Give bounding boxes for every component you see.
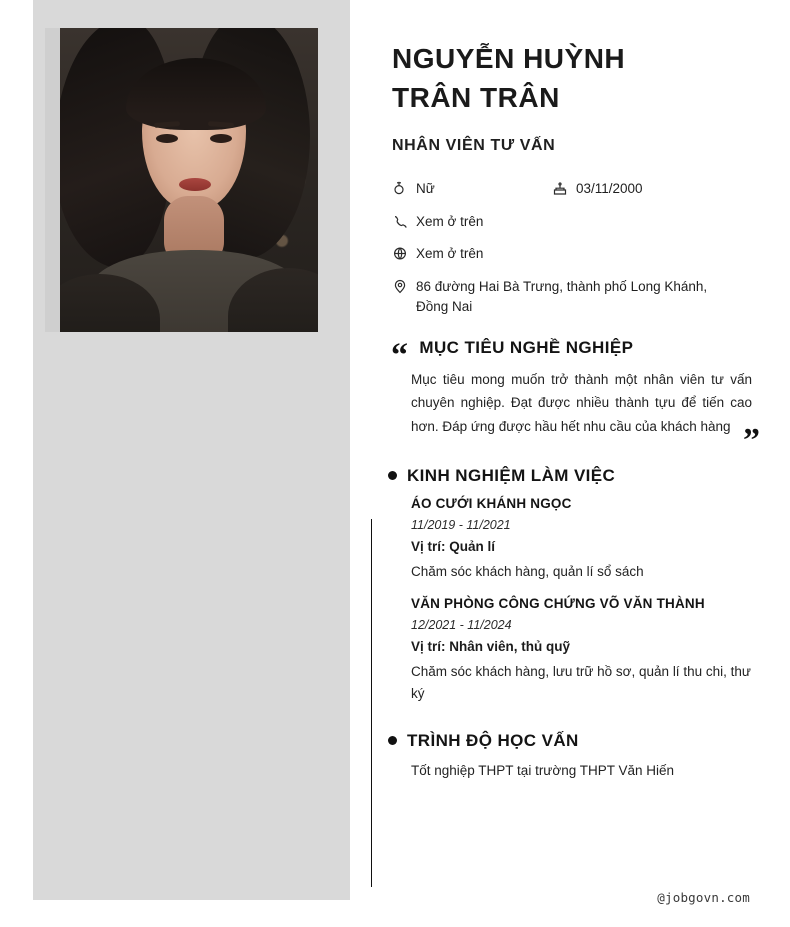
objective-heading: MỤC TIÊU NGHỀ NGHIỆP — [419, 338, 634, 358]
info-row-phone — [392, 212, 752, 232]
experience-heading-row — [392, 466, 752, 486]
experience-role-value: Nhân viên, thủ quỹ — [449, 639, 571, 655]
job-title: NHÂN VIÊN TƯ VẤN — [392, 137, 556, 155]
cake-icon — [552, 180, 568, 197]
name-line-2: TRÂN TRÂN — [392, 81, 560, 113]
globe-icon — [392, 245, 408, 262]
section-objective — [391, 337, 760, 459]
timeline-bullet-icon — [388, 736, 397, 745]
experience-date: 12/2021 - 11/2024 — [411, 618, 512, 633]
watermark: @jobgovn.com — [657, 890, 750, 905]
location-pin-icon — [392, 278, 408, 295]
birthday-value: 03/11/2000 — [576, 181, 643, 197]
experience-role — [411, 639, 752, 654]
phone-value: Xem ở trên — [416, 213, 484, 229]
contact-info — [392, 179, 752, 316]
timeline-bullet-icon — [388, 471, 397, 480]
gender-icon — [392, 180, 408, 197]
info-gender — [392, 179, 552, 199]
quote-close-icon: ” — [743, 421, 760, 459]
experience-role-label: Vị trí: — [411, 639, 446, 655]
info-email — [392, 244, 483, 264]
info-address — [392, 277, 716, 316]
section-education — [392, 731, 752, 778]
address-value: 86 đường Hai Bà Trưng, thành phố Long Khánh, Đồng Nai — [416, 278, 708, 314]
experience-description: Chăm sóc khách hàng, quản lí sổ sách — [411, 563, 644, 579]
section-experience — [392, 466, 752, 705]
resume-content — [391, 0, 760, 778]
name-line-1: NGUYỄN HUỲNH — [392, 43, 626, 74]
info-birthday — [552, 179, 643, 199]
experience-role-label: Vị trí: — [411, 538, 446, 554]
experience-list — [392, 496, 752, 705]
experience-role — [411, 539, 752, 554]
experience-company: VĂN PHÒNG CÔNG CHỨNG VÕ VĂN THÀNH — [411, 596, 705, 612]
experience-heading: KINH NGHIỆM LÀM VIỆC — [407, 465, 616, 485]
page-title — [392, 0, 752, 117]
education-text: Tốt nghiệp THPT tại trường THPT Văn Hiến — [411, 762, 675, 778]
gender-value: Nữ — [416, 181, 435, 197]
timeline-line — [371, 519, 372, 887]
experience-company: ÁO CƯỚI KHÁNH NGỌC — [411, 495, 572, 511]
experience-item — [411, 596, 752, 704]
experience-date: 11/2019 - 11/2021 — [411, 517, 511, 532]
profile-photo — [60, 28, 318, 332]
info-row-email — [392, 244, 752, 264]
experience-item — [411, 496, 752, 583]
objective-text: Mục tiêu mong muốn trở thành một nhân viên tư vấn chuyên nghiệp. Đạt được nhiều thành tựu để tiến cao hơn. Đáp ứng được hầu hết nhu cầu của khách hàng — [411, 372, 752, 434]
email-value: Xem ở trên — [416, 246, 484, 262]
experience-role-value: Quản lí — [449, 538, 496, 554]
education-heading-row — [392, 731, 752, 751]
education-heading: TRÌNH ĐỘ HỌC VẤN — [407, 730, 579, 750]
info-row-address — [392, 277, 752, 316]
experience-description: Chăm sóc khách hàng, lưu trữ hồ sơ, quản lí thu chi, thư ký — [411, 664, 751, 701]
info-phone — [392, 212, 483, 232]
phone-icon — [392, 213, 408, 230]
info-row-gender-birthday — [392, 179, 752, 199]
objective-heading-row: “ MỤC TIÊU NGHỀ NGHIỆP — [391, 337, 634, 375]
